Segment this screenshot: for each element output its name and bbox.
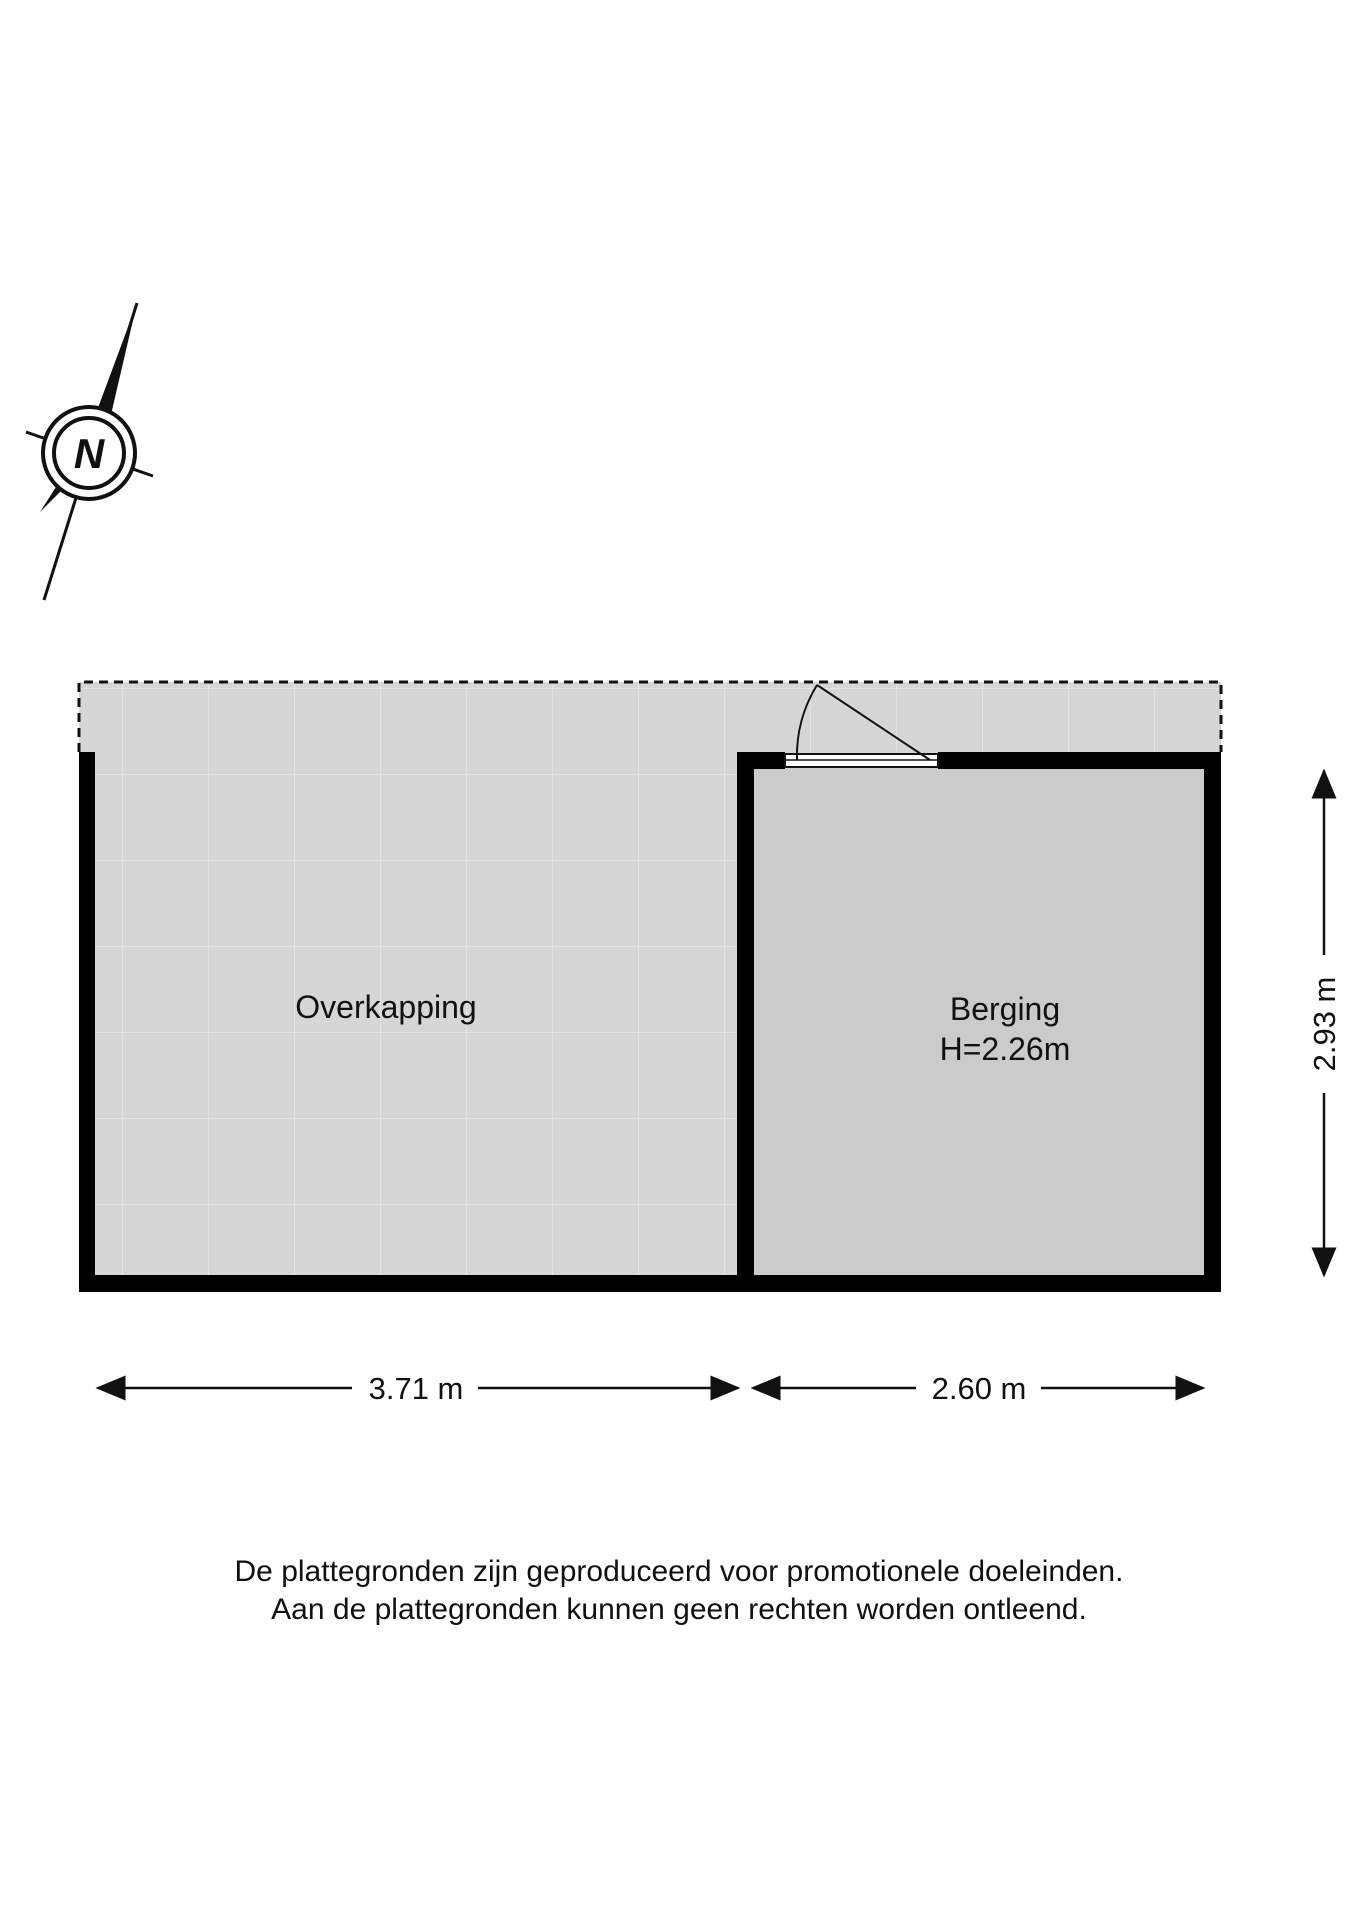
- dimension-label-depth: 2.93 m: [1307, 976, 1342, 1072]
- dimension-width-right: [753, 1371, 1203, 1406]
- dimension-label-width-right: 2.60 m: [931, 1371, 1027, 1406]
- disclaimer-line-1: De plattegronden zijn geproduceerd voor promotionele doeleinden.: [234, 1555, 1124, 1588]
- disclaimer-line-2: Aan de plattegronden kunnen geen rechten worden ontleend.: [271, 1593, 1087, 1626]
- dimension-label-width-left: 3.71 m: [368, 1371, 464, 1406]
- dimension-depth: [1307, 771, 1342, 1275]
- room-label-berging: Berging: [949, 991, 1061, 1027]
- compass-letter: N: [73, 430, 105, 477]
- north-arrow-icon: [26, 303, 153, 600]
- dimension-width-left: [98, 1371, 738, 1406]
- room-label-overkapping: Overkapping: [295, 989, 477, 1025]
- room-height-berging: H=2.26m: [939, 1031, 1071, 1067]
- disclaimer: [0, 1553, 1358, 1629]
